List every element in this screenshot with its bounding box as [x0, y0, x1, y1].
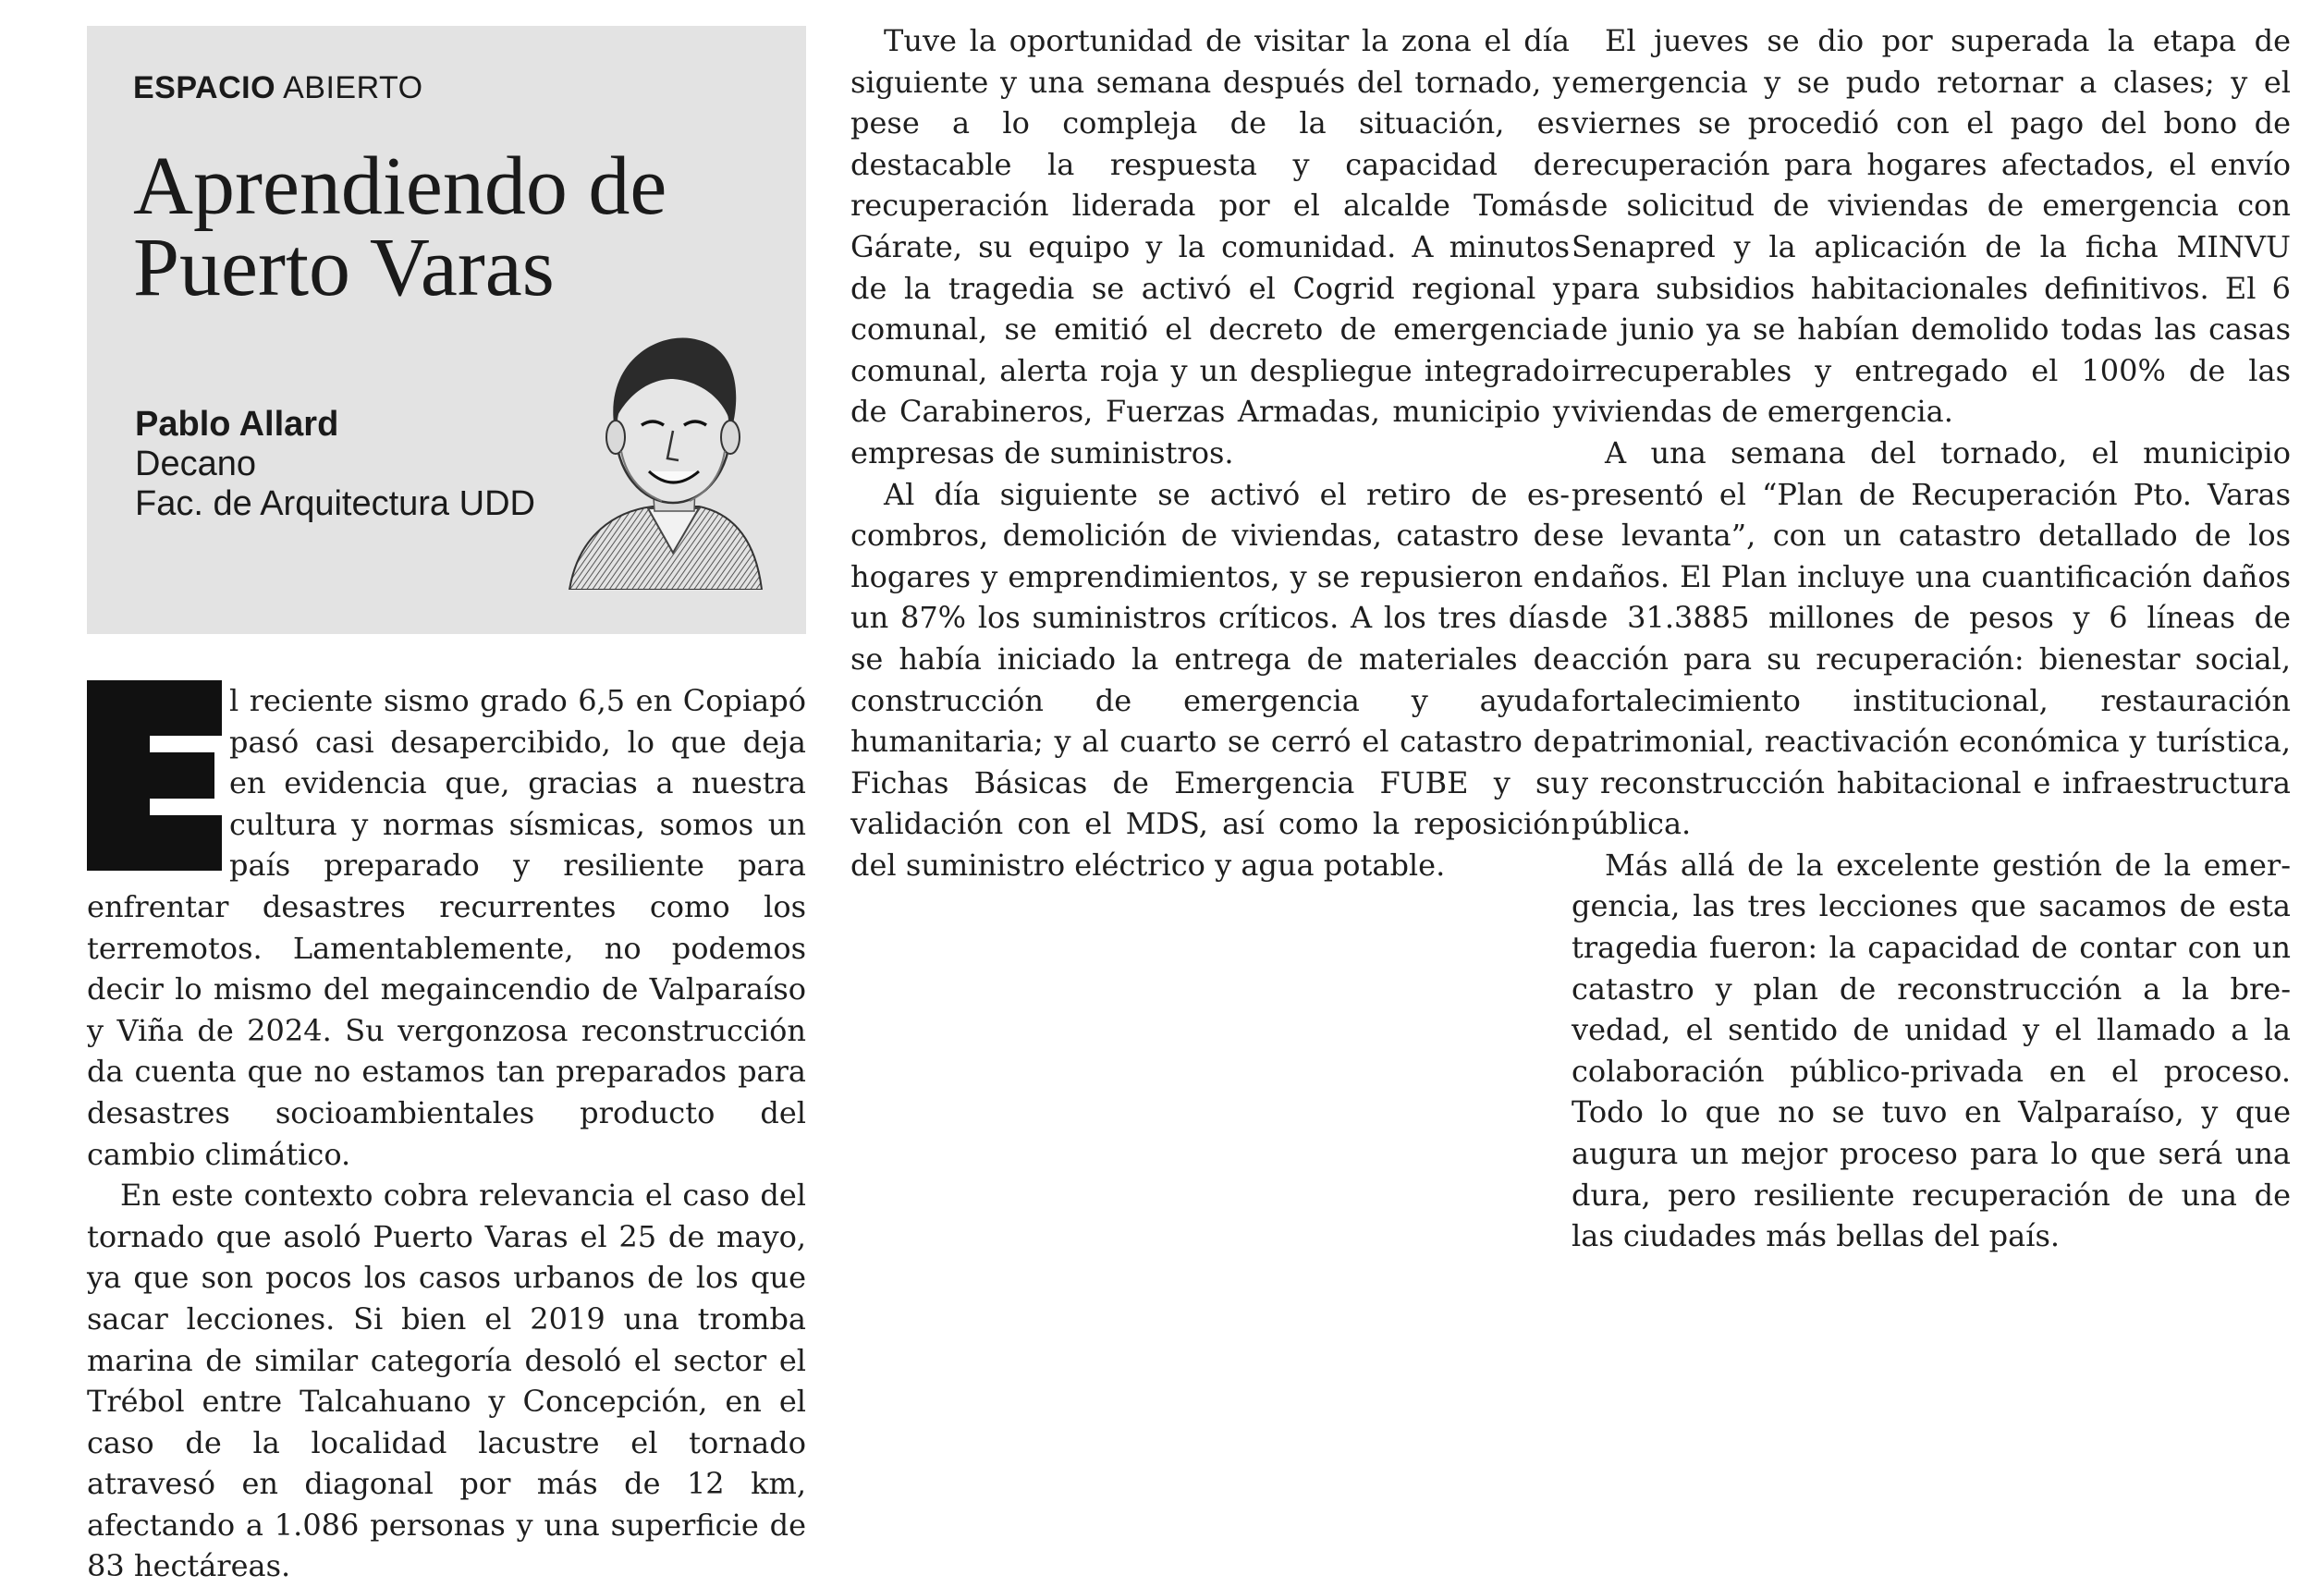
- author-name: Pablo Allard: [135, 405, 339, 444]
- section-label-bold: ESPACIO: [133, 70, 276, 105]
- article-column-3: [1572, 20, 2291, 1257]
- paragraph-5: El jueves se dio por superada la etapa de emergencia y se pudo retornar a clases; y el viernes se procedió con el pago del bono de recuperación para hogares afectados, el envío de solicitud de viviendas de emergencia con Senapred y la aplicación de la ficha MINVU para subsidios habitacionales definitivos. El 6 de junio ya se habían demolido todas las casas irrecuperables y entregado el 100% de las viviendas de emergencia.: [1572, 23, 2291, 430]
- header-panel: [87, 26, 806, 634]
- paragraph-3: Tuve la oportunidad de visitar la zona el día siguiente y una semana después del tornado, y pese a lo compleja de la situación, es destacable la respuesta y capacidad de recuperación liderada por el alcalde Tomás Gárate, su equipo y la comunidad. A minutos de la tragedia se activó el Cogrid regional y comunal, se emitió el decreto de emergencia comunal, alerta roja y un despliegue integrado de Carabineros, Fuerzas Armadas, municipio y empresas de suministros.: [850, 23, 1570, 470]
- paragraph-2: En este contexto cobra relevancia el caso del tornado que asoló Puerto Varas el 25 de mayo, ya que son pocos los casos urbanos de los que sacar lecciones. Si bien el 2019 una tromba marina de similar categoría desoló el sector el Trébol entre Talcahuano y Concepción, en el caso de la localidad lacustre el tornado atravesó en diagonal por más de 12 km, afectando a 1.086 personas y una superficie de 83 hectáreas.: [87, 1178, 806, 1584]
- author-byline: [135, 405, 535, 524]
- article-title: Aprendiendo de Puerto Varas: [133, 140, 667, 313]
- author-role: Decano: [135, 445, 256, 483]
- paragraph-4: Al día siguiente se activó el retiro de escombros, demolición de viviendas, catastro de hogares y emprendimientos, y se repusieron en un 87% los suministros críticos. A los tres días se había iniciado la entrega de materiales de construcción de emergencia y ayuda humanitaria; y al cuarto se cerró el catastro de Fichas Básicas de Emergencia FUBE y su validación con el MDS, así como la reposición del suministro eléctrico y agua potable.: [850, 476, 1570, 883]
- article-column-2: [850, 20, 1570, 885]
- section-label-light: ABIERTO: [283, 70, 423, 105]
- author-portrait-icon: [560, 312, 764, 590]
- paragraph-1: l reciente sismo grado 6,5 en Copiapó pasó casi desapercibido, lo que deja en evidencia que, gracias a nuestra cultura y normas sísmicas, somos un país preparado y resiliente para enfrentar desastres recurrentes como los terremotos. Lamentablemente, no podemos decir lo mismo del megaincendio de Valparaíso y Viña de 2024. Su vergonzosa reconstrucción da cuenta que no estamos tan preparados para desastres socioambientales producto del cambio climático.: [87, 683, 806, 1172]
- drop-cap-glyph-icon: [87, 680, 222, 871]
- article-column-1: [87, 680, 806, 1587]
- paragraph-6: A una semana del tornado, el municipio presentó el “Plan de Recuperación Pto. Varas se levanta”, con un catastro detallado de los daños. El Plan incluye una cuantificación daños de 31.3885 millones de pesos y 6 líneas de acción para su recuperación: bienestar social, fortalecimiento institucional, restauración patrimonial, reactivación económica y turística, y reconstrucción habitacional e infraestructura pública.: [1572, 434, 2291, 842]
- section-label: [133, 70, 423, 106]
- drop-cap: [87, 680, 222, 871]
- author-affiliation: Fac. de Arquitectura UDD: [135, 484, 535, 523]
- paragraph-7: Más allá de la excelente gestión de la emergencia, las tres lecciones que sacamos de esta tragedia fueron: la capacidad de contar con un catastro y plan de reconstrucción a la brevedad, el sentido de unidad y el llamado a la colaboración público-privada en el proceso. Todo lo que no se tuvo en Valparaíso, y que augura un mejor proceso para lo que será una dura, pero resiliente recuperación de una de las ciudades más bellas del país.: [1572, 847, 2291, 1254]
